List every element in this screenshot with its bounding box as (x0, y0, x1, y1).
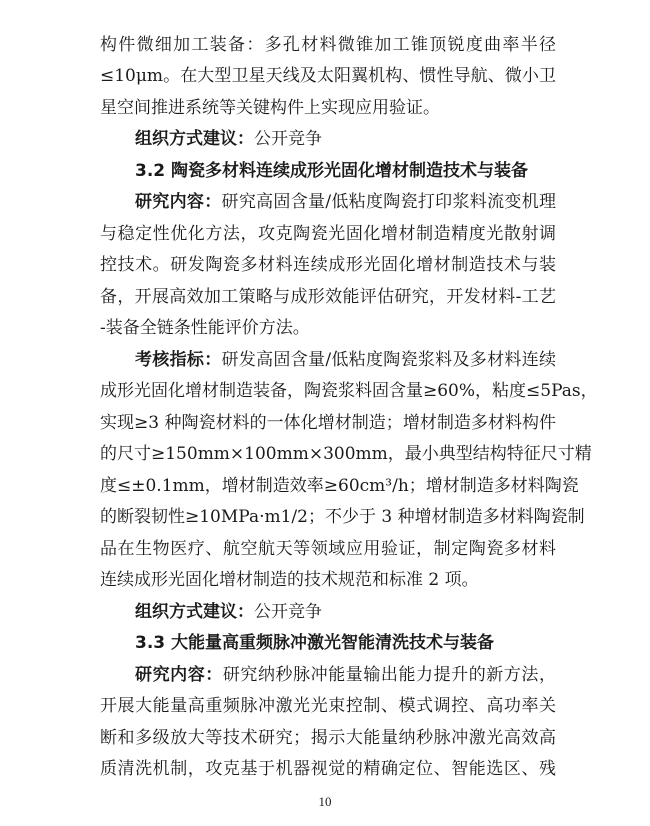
line-text: 开展大能量高重频脉冲激光光束控制、模式调控、高功率关 (100, 696, 556, 716)
text-line (100, 378, 598, 404)
line-text: 成形光固化增材制造装备，陶瓷浆料固含量≥60%，粘度≤5Pas， (100, 381, 598, 401)
text-line (100, 410, 556, 436)
text-line (135, 662, 556, 688)
line-text: 断和多级放大等技术研究；揭示大能量纳秒脉冲激光高效高 (100, 728, 556, 748)
text-line (100, 567, 556, 593)
heading-text: 3.2 陶瓷多材料连续成形光固化增材制造技术与装备 (135, 161, 529, 181)
assessment-label: 考核指标： (135, 350, 222, 370)
research-content-label: 研究内容： (135, 192, 222, 212)
section-heading-3-2 (135, 158, 556, 184)
page-number: 10 (318, 794, 332, 809)
line-text: -装备全链条性能评价方法。 (100, 318, 310, 338)
line-text: 的尺寸≥150mm×100mm×300mm，最小典型结构特征尺寸精 (100, 444, 592, 464)
org-mode-value: 公开竞争 (254, 129, 322, 149)
text-line (100, 756, 556, 782)
text-line (100, 441, 592, 467)
line-text: ≤10μm。在大型卫星天线及太阳翼机构、惯性导航、微小卫 (100, 66, 556, 86)
org-mode-line (135, 599, 556, 625)
text-line (100, 725, 556, 751)
heading-text: 3.3 大能量高重频脉冲激光智能清洗技术与装备 (135, 633, 495, 653)
text-line (100, 252, 556, 278)
line-text: 研究纳秒脉冲能量输出能力提升的新方法， (222, 665, 557, 685)
line-text: 控技术。研发陶瓷多材料连续成形光固化增材制造技术与装 (100, 255, 556, 275)
line-text: 研究高固含量/低粘度陶瓷打印浆料流变机理 (221, 192, 556, 212)
line-text: 度≤±0.1mm，增材制造效率≥60cm³/h；增材制造多材料陶瓷 (100, 476, 579, 496)
text-line (100, 473, 579, 499)
org-mode-line (135, 126, 556, 152)
text-line (100, 504, 585, 530)
text-line (100, 693, 556, 719)
text-line (100, 284, 556, 310)
text-line (135, 347, 556, 373)
line-text: 研发高固含量/低粘度陶瓷浆料及多材料连续 (221, 350, 556, 370)
line-text: 星空间推进系统等关键构件上实现应用验证。 (100, 98, 440, 118)
line-text: 质清洗机制，攻克基于机器视觉的精确定位、智能选区、残 (100, 759, 556, 779)
section-heading-3-3 (135, 630, 556, 656)
text-line (100, 63, 556, 89)
line-text: 品在生物医疗、航空航天等领域应用验证，制定陶瓷多材料 (100, 539, 556, 559)
text-line (100, 221, 556, 247)
line-text: 备，开展高效加工策略与成形效能评估研究，开发材料-工艺 (100, 287, 556, 307)
text-line (100, 95, 556, 121)
text-line (100, 32, 556, 58)
line-text: 实现≥3 种陶瓷材料的一体化增材制造；增材制造多材料构件 (100, 413, 556, 433)
org-mode-label: 组织方式建议： (135, 602, 254, 622)
text-line (135, 189, 556, 215)
line-text: 连续成形光固化增材制造的技术规范和标准 2 项。 (100, 570, 479, 590)
text-line (100, 315, 556, 341)
line-text: 的断裂韧性≥10MPa·m1/2；不少于 3 种增材制造多材料陶瓷制 (100, 507, 585, 527)
text-line (100, 536, 556, 562)
line-text: 与稳定性优化方法，攻克陶瓷光固化增材制造精度光散射调 (100, 224, 556, 244)
research-content-label: 研究内容： (135, 665, 223, 685)
org-mode-label: 组织方式建议： (135, 129, 254, 149)
line-text: 构件微细加工装备：多孔材料微锥加工锥顶锐度曲率半径 (100, 35, 556, 55)
org-mode-value: 公开竞争 (254, 602, 322, 622)
